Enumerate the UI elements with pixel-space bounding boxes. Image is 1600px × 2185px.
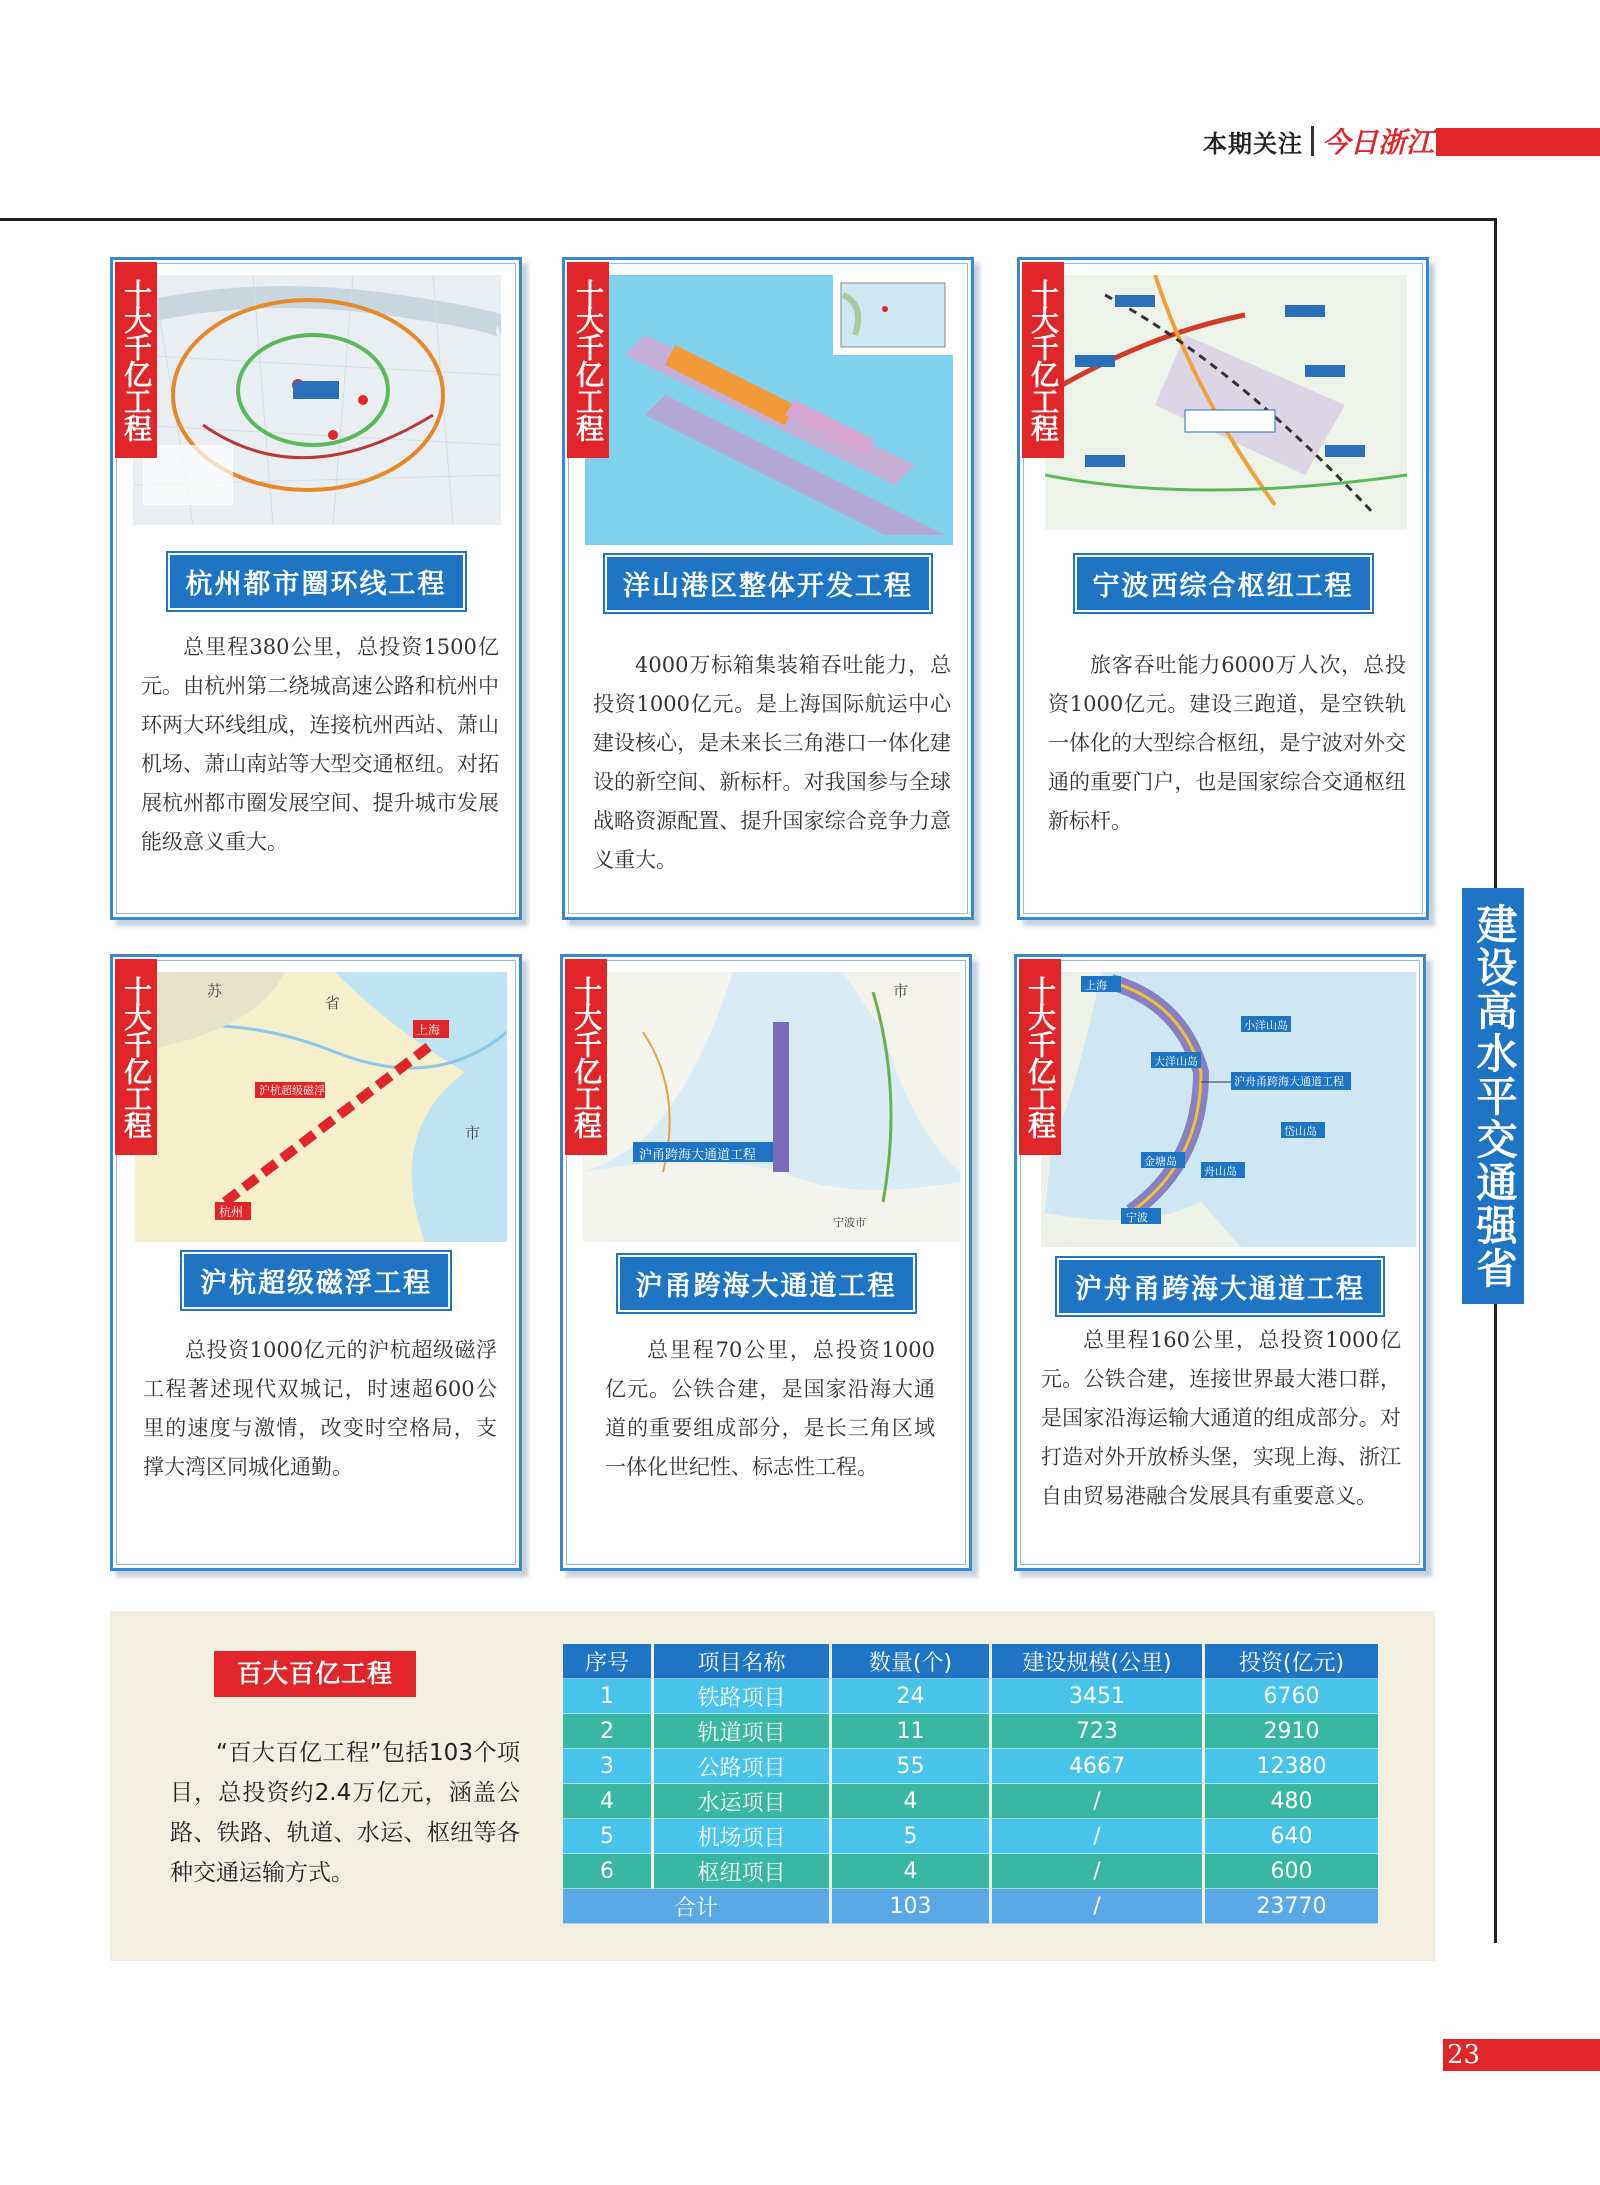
table-total-row xyxy=(563,1889,1378,1924)
map-sea-link xyxy=(583,972,960,1242)
project-tag: 十大千亿工程 xyxy=(115,262,157,458)
map-label-maglev: 沪杭超级磁浮 xyxy=(259,1084,325,1097)
col-header: 投资(亿元) xyxy=(1205,1644,1378,1679)
project-tag: 十大千亿工程 xyxy=(115,959,157,1155)
map-label-city-shanghai: 上海 xyxy=(416,1023,441,1037)
map-label-xiaoyangshan: 小洋山岛 xyxy=(1244,1019,1288,1032)
map-label-city-hangzhou: 杭州 xyxy=(219,1205,244,1219)
section-label: 百大百亿工程 xyxy=(214,1651,416,1697)
header-divider xyxy=(1311,126,1314,156)
col-header: 序号 xyxy=(563,1644,654,1679)
table-cell: 5 xyxy=(832,1819,992,1854)
table-cell: 640 xyxy=(1205,1819,1378,1854)
card-body: 总里程70公里，总投资1000亿元。公铁合建，是国家沿海大通道的重要组成部分，是长三角区域一体化世纪性、标志性工程。 xyxy=(605,1338,935,1479)
card-body: 总投资1000亿元的沪杭超级磁浮工程著述现代双城记，时速超600公里的速度与激情，改变时空格局，支撑大湾区同城化通勤。 xyxy=(143,1338,497,1479)
table-cell: 水运项目 xyxy=(654,1784,832,1819)
projects-table xyxy=(563,1644,1378,1924)
project-tag: 十大千亿工程 xyxy=(565,959,607,1155)
table-cell: / xyxy=(992,1889,1205,1924)
table-cell: 55 xyxy=(832,1749,992,1784)
table-cell: 24 xyxy=(832,1679,992,1714)
map-zhoushan-sea-link xyxy=(1041,972,1416,1247)
map-hangzhou-ring xyxy=(133,275,501,525)
side-section-title: 建设高水平交通强省 xyxy=(1462,888,1524,1304)
header-red-bar xyxy=(1436,128,1600,156)
table-cell: 铁路项目 xyxy=(654,1679,832,1714)
section-text: “百大百亿工程”包括103个项目，总投资约2.4万亿元，涵盖公路、铁路、轨道、水运、枢纽等各种交通运输方式。 xyxy=(170,1740,520,1886)
map-label-ningbo: 宁波 xyxy=(1126,1211,1148,1224)
project-card-ningbo-west-hub xyxy=(1017,257,1429,920)
project-card-shanghai-zhoushan-ningbo-sea-link xyxy=(1014,954,1426,1571)
table-cell: 枢纽项目 xyxy=(654,1854,832,1889)
column-name: 本期关注 xyxy=(1203,129,1303,158)
col-header: 建设规模(公里) xyxy=(992,1644,1205,1679)
table-cell: 6 xyxy=(563,1854,654,1889)
table-cell: 4667 xyxy=(992,1749,1205,1784)
map-label-shanghai: 上海 xyxy=(1085,979,1107,992)
map-label-city: 市 xyxy=(465,1124,481,1142)
map-label-dayangshan: 大洋山岛 xyxy=(1154,1055,1198,1068)
col-header: 数量(个) xyxy=(832,1644,992,1679)
table-cell: 机场项目 xyxy=(654,1819,832,1854)
table-header-row xyxy=(563,1644,1378,1679)
table-row xyxy=(563,1854,1378,1889)
page-number: 23 xyxy=(1443,2039,1600,2071)
project-card-yangshan-port xyxy=(562,257,974,920)
table-cell: 12380 xyxy=(1205,1749,1378,1784)
col-header: 项目名称 xyxy=(654,1644,832,1679)
table-cell: 2 xyxy=(563,1714,654,1749)
table-cell: 2910 xyxy=(1205,1714,1378,1749)
table-cell: 600 xyxy=(1205,1854,1378,1889)
table-row xyxy=(563,1714,1378,1749)
table-row xyxy=(563,1679,1378,1714)
map-label-daishan: 岱山岛 xyxy=(1284,1125,1317,1138)
card-title: 洋山港区整体开发工程 xyxy=(605,555,931,612)
page-header xyxy=(1203,124,1434,158)
table-cell: 4 xyxy=(832,1854,992,1889)
map-label-zhoushan: 舟山岛 xyxy=(1204,1165,1237,1178)
top-rule xyxy=(0,218,1497,221)
card-body: 总里程380公里，总投资1500亿元。由杭州第二绕城高速公路和杭州中环两大环线组成，连接杭州西站、萧山机场、萧山南站等大型交通枢纽。对拓展杭州都市圈发展空间、提升城市发展能级意义重大。 xyxy=(141,635,499,854)
table-cell: 3 xyxy=(563,1749,654,1784)
table-cell: 103 xyxy=(832,1889,992,1924)
project-tag: 十大千亿工程 xyxy=(1022,262,1064,458)
map-yangshan-port xyxy=(585,275,953,545)
card-body: 旅客吞吐能力6000万人次，总投资1000亿元。建设三跑道，是空铁轨一体化的大型综合枢纽，是宁波对外交通的重要门户，也是国家综合交通枢纽新标杆。 xyxy=(1048,653,1406,833)
hundred-projects-section xyxy=(110,1611,1435,1961)
map-label-city-ningbo: 宁波市 xyxy=(833,1216,866,1229)
map-label-province: 省 xyxy=(325,994,341,1012)
card-title: 沪甬跨海大通道工程 xyxy=(618,1255,915,1312)
table-row xyxy=(563,1784,1378,1819)
map-ningbo-west-hub xyxy=(1045,275,1407,530)
card-body: 4000万标箱集装箱吞吐能力，总投资1000亿元。是上海国际航运中心建设核心，是未来长三角港口一体化建设的新空间、新标杆。对我国参与全球战略资源配置、提升国家综合竞争力意义重大。 xyxy=(593,653,951,872)
card-title: 宁波西综合枢纽工程 xyxy=(1075,555,1372,612)
table-cell: / xyxy=(992,1854,1205,1889)
card-title: 杭州都市圈环线工程 xyxy=(168,553,465,610)
table-cell: 3451 xyxy=(992,1679,1205,1714)
map-label-project: 沪甬跨海大通道工程 xyxy=(639,1148,757,1163)
table-cell: 723 xyxy=(992,1714,1205,1749)
card-title: 沪舟甬跨海大通道工程 xyxy=(1057,1258,1383,1315)
card-title: 沪杭超级磁浮工程 xyxy=(182,1252,450,1309)
project-card-shanghai-hangzhou-maglev xyxy=(110,954,522,1571)
table-cell: 480 xyxy=(1205,1784,1378,1819)
card-body: 总里程160公里，总投资1000亿元。公铁合建，连接世界最大港口群，是国家沿海运输大通道的组成部分。对打造对外开放桥头堡，实现上海、浙江自由贸易港融合发展具有重要意义。 xyxy=(1041,1328,1401,1508)
table-row xyxy=(563,1749,1378,1784)
table-cell: 1 xyxy=(563,1679,654,1714)
map-label-jintang: 金塘岛 xyxy=(1144,1155,1177,1168)
magazine-logo: 今日浙江 xyxy=(1322,126,1435,159)
project-tag: 十大千亿工程 xyxy=(1019,959,1061,1155)
table-cell: 23770 xyxy=(1205,1889,1378,1924)
table-cell: 合计 xyxy=(563,1889,832,1924)
project-card-hangzhou-ring xyxy=(110,257,522,920)
map-maglev xyxy=(135,972,507,1242)
map-label-city: 市 xyxy=(893,982,909,1000)
table-cell: / xyxy=(992,1784,1205,1819)
table-cell: 4 xyxy=(832,1784,992,1819)
table-cell: 轨道项目 xyxy=(654,1714,832,1749)
map-label-project: 沪舟甬跨海大通道工程 xyxy=(1234,1075,1344,1088)
table-row xyxy=(563,1819,1378,1854)
table-cell: 4 xyxy=(563,1784,654,1819)
table-cell: 11 xyxy=(832,1714,992,1749)
project-tag: 十大千亿工程 xyxy=(567,262,609,458)
map-label-province: 苏 xyxy=(207,982,223,1000)
table-cell: 公路项目 xyxy=(654,1749,832,1784)
table-cell: / xyxy=(992,1819,1205,1854)
project-card-shanghai-ningbo-sea-link xyxy=(560,954,972,1571)
table-cell: 6760 xyxy=(1205,1679,1378,1714)
table-cell: 5 xyxy=(563,1819,654,1854)
